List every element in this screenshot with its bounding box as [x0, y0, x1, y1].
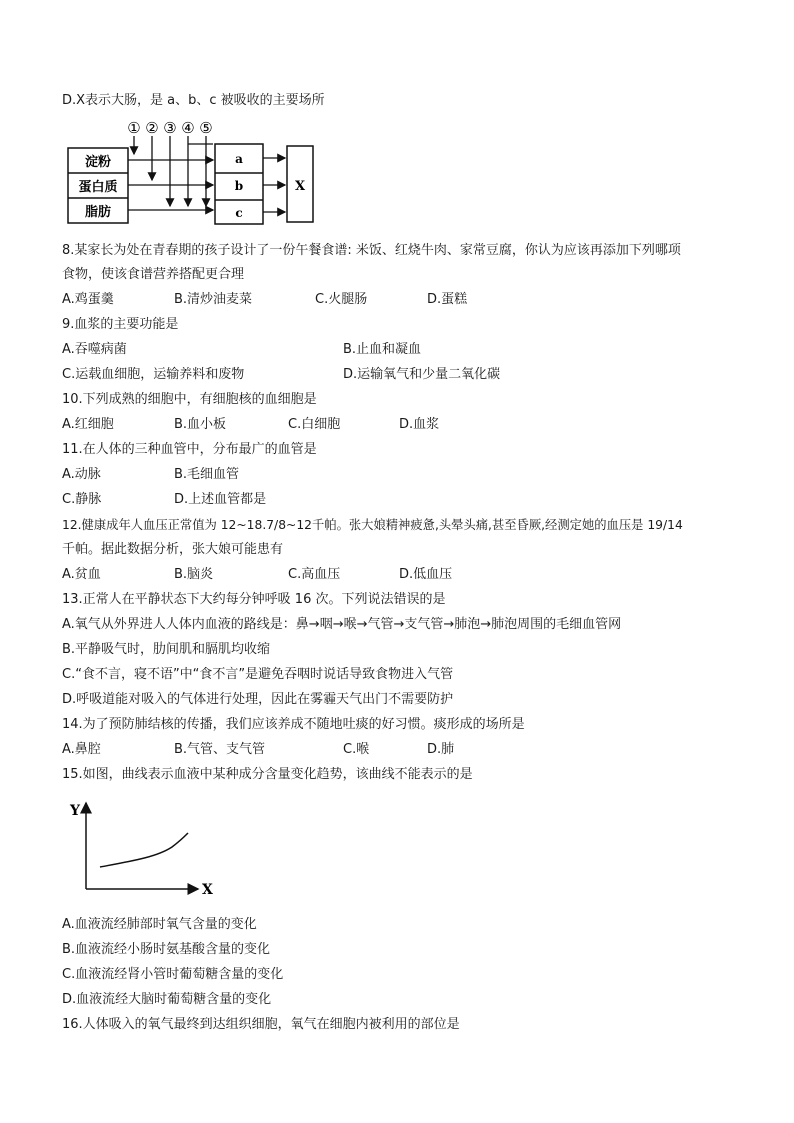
nutrient-boxes: [68, 148, 128, 223]
q12-stem-line2: 千帕。据此数据分析，张大娘可能患有: [62, 542, 284, 557]
q15-option-d: D.血液流经大脑时葡萄糖含量的变化: [62, 992, 272, 1007]
x-axis-label: X: [202, 882, 213, 898]
q9-option-c: C.运载血细胞，运输养料和废物: [62, 367, 245, 382]
output-b: b: [234, 179, 244, 193]
q10-option-d: D.血浆: [399, 417, 440, 432]
q12-option-a: A.贫血: [62, 567, 101, 582]
q8-option-b: B.清炒油麦菜: [174, 292, 253, 307]
q13-option-d: D.呼吸道能对吸入的气体进行处理，因此在雾霾天气出门不需要防护: [62, 692, 454, 707]
input-starch: 淀粉: [84, 155, 112, 170]
q14-option-d: D.肺: [427, 742, 455, 757]
q13-option-a: A.氧气从外界进人人体内血液的路线是：鼻→咽→喉→气管→支气管→肺泡→肺泡周围的毛细血管网: [62, 617, 622, 632]
q15-option-b: B.血液流经小肠时氨基酸含量的变化: [62, 942, 271, 957]
q11-stem: 11.在人体的三种血管中，分布最广的血管是: [62, 442, 317, 457]
marker-2: ②: [145, 119, 159, 137]
q15-option-c: C.血液流经肾小管时葡萄糖含量的变化: [62, 967, 284, 982]
q11-option-b: B.毛细血管: [174, 467, 240, 482]
q9-option-b: B.止血和凝血: [343, 342, 422, 357]
q13-stem: 13.正常人在平静状态下大约每分钟呼吸 16 次。下列说法错误的是: [62, 592, 446, 607]
q11-option-d: D.上述血管都是: [174, 492, 267, 507]
q8-option-c: C.火腿肠: [315, 292, 368, 307]
q14-option-a: A.鼻腔: [62, 742, 101, 757]
trend-curve: [100, 833, 188, 867]
marker-lines: [134, 136, 213, 206]
product-arrows: [263, 158, 285, 212]
q10-option-c: C.白细胞: [288, 417, 341, 432]
output-c: c: [235, 206, 243, 220]
q15-curve-graph: [62, 795, 222, 900]
q11-option-a: A.动脉: [62, 467, 101, 482]
y-axis-label: Y: [70, 803, 80, 819]
q8-option-d: D.蛋糕: [427, 292, 468, 307]
q11-option-c: C.静脉: [62, 492, 102, 507]
output-a: a: [235, 152, 243, 166]
marker-4: ④: [181, 119, 195, 137]
q10-stem: 10.下列成熟的细胞中，有细胞核的血细胞是: [62, 392, 317, 407]
product-boxes: [215, 144, 263, 224]
q12-option-b: B.脑炎: [174, 567, 214, 582]
marker-5: ⑤: [199, 119, 213, 137]
q12-stem-line1: 12.健康成年人血压正常值为 12~18.7/8~12千帕。张大娘精神疲惫,头晕头痛,甚至昏厥,经测定她的血压是 19/14: [62, 518, 683, 532]
input-protein: 蛋白质: [78, 180, 118, 195]
q12-option-d: D.低血压: [399, 567, 453, 582]
q8-stem-line2: 食物，使该食谱营养搭配更合理: [62, 267, 245, 282]
marker-3: ③: [163, 119, 177, 137]
final-x: X: [294, 179, 306, 194]
q14-option-b: B.气管、支气管: [174, 742, 266, 757]
q13-option-b: B.平静吸气时，肋间肌和膈肌均收缩: [62, 642, 271, 657]
q9-stem: 9.血浆的主要功能是: [62, 317, 179, 332]
q15-option-a: A.血液流经肺部时氧气含量的变化: [62, 917, 257, 932]
q14-option-c: C.喉: [343, 742, 370, 757]
circled-markers: [127, 119, 212, 137]
q9-option-a: A.吞噬病菌: [62, 342, 127, 357]
q14-stem: 14.为了预防肺结核的传播，我们应该养成不随地吐痰的好习惯。痰形成的场所是: [62, 717, 525, 732]
q16-stem: 16.人体吸入的氧气最终到达组织细胞，氧气在细胞内被利用的部位是: [62, 1017, 460, 1032]
q13-option-c: C.“食不言，寝不语”中“食不言”是避免吞咽时说话导致食物进入气管: [62, 667, 454, 682]
q8-option-a: A.鸡蛋羹: [62, 292, 114, 307]
q8-stem-line1: 8.某家长为处在青春期的孩子设计了一份午餐食谱: 米饭、红烧牛肉、家常豆腐，你认为应该再添加下列哪项: [62, 243, 681, 258]
marker-1: ①: [127, 119, 141, 137]
digestion-diagram: [62, 118, 322, 230]
q15-stem: 15.如图，曲线表示血液中某种成分含量变化趋势，该曲线不能表示的是: [62, 767, 473, 782]
input-fat: 脂肪: [84, 205, 112, 220]
q10-option-b: B.血小板: [174, 417, 227, 432]
q12-option-c: C.高血压: [288, 567, 341, 582]
q9-option-d: D.运输氧气和少量二氧化碳: [343, 367, 501, 382]
q10-option-a: A.红细胞: [62, 417, 114, 432]
q7-option-d: D.X表示大肠，是 a、b、c 被吸收的主要场所: [62, 93, 325, 108]
